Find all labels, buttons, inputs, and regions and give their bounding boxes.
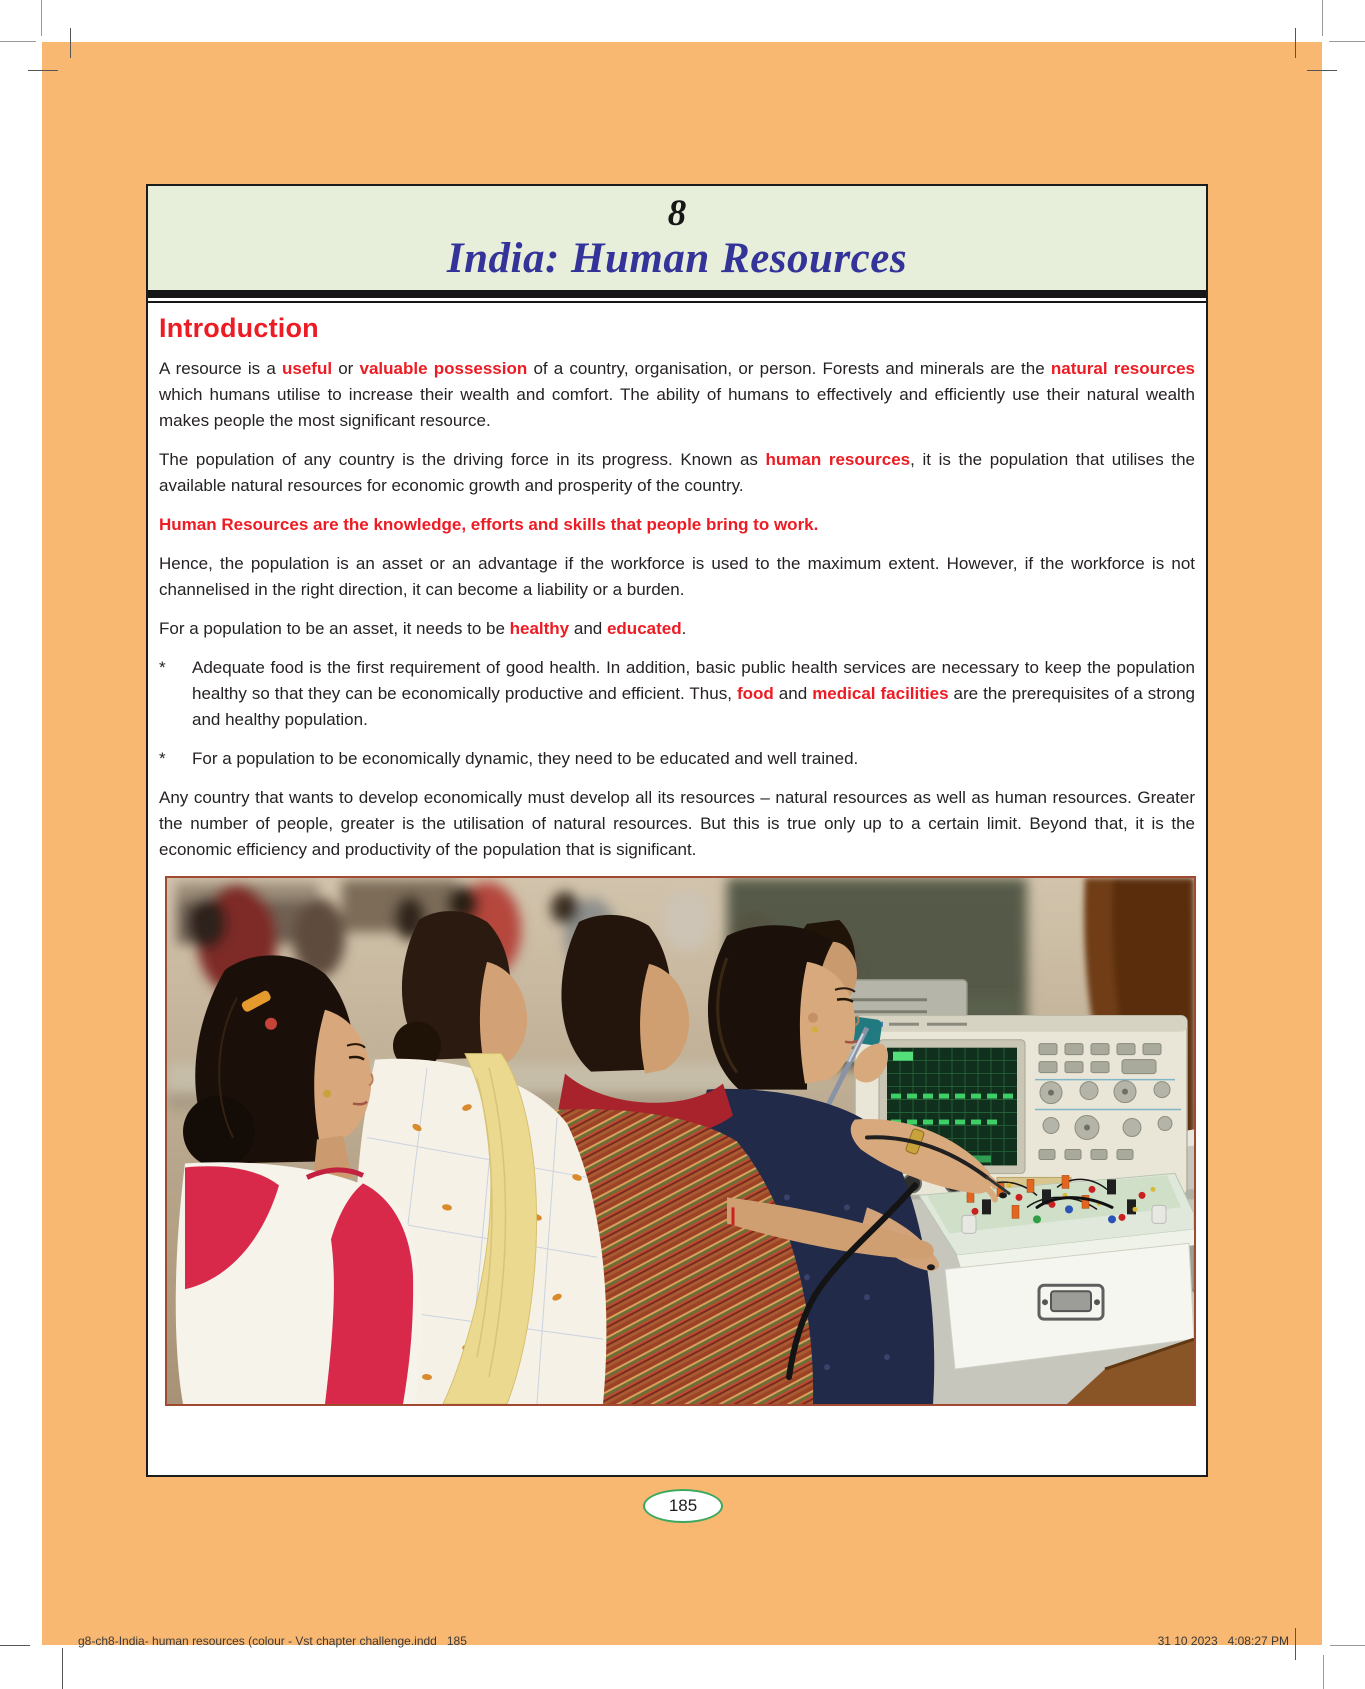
crop-mark [1322,0,1323,36]
bullet-item [159,746,1195,772]
classroom-photo-illustration [167,878,1194,1404]
crop-mark [41,0,42,36]
paragraph [159,785,1195,863]
paragraph [159,551,1195,603]
crop-mark [1295,28,1296,58]
crop-mark [0,41,36,42]
paragraph-text: Any country that wants to develop economically must develop all its resources – natural resources as well as human resources. Greater the number of people, greater is the utilisation of natural resources. But this is true only up to a certain limit. Beyond that, it is the economic efficiency and productivity of the population that is significant. [159,788,1195,859]
chapter-title: India: Human Resources [446,235,908,282]
footer-timestamp: 31 10 2023 4:08:27 PM [1157,1634,1289,1648]
bullet-item [159,655,1195,733]
paragraph-text: For a population to be economically dynamic, they need to be educated and well trained. [192,749,859,768]
section-heading: Introduction [159,313,319,343]
crop-mark [70,28,71,58]
crop-mark [0,1645,30,1646]
crop-mark [1323,1655,1324,1689]
paragraph [159,512,1195,538]
crop-mark [28,70,58,71]
crop-mark [1330,1645,1365,1646]
chapter-body [148,303,1206,1406]
paragraph-text: A resource is a useful or valuable possession of a country, organisation, or person. Forests and minerals are the natural resources which humans utilise to increase their wealth and comfort. The ability of humans to effectively and efficiently use their natural wealth makes people the most significant resource. [159,359,1195,430]
paragraph [159,447,1195,499]
paragraph [159,616,1195,642]
paragraph [159,356,1195,434]
intro-paragraphs [159,356,1195,863]
page-number: 185 [668,1496,698,1515]
crop-mark [1307,70,1337,71]
paragraph-text: For a population to be an asset, it needs to be healthy and educated. [159,619,687,638]
chapter-number: 8 [667,193,687,234]
page-number-badge [643,1489,723,1523]
crop-mark [1329,41,1365,42]
classroom-photo [165,876,1196,1406]
paragraph-text: Human Resources are the knowledge, efforts and skills that people bring to work. [159,515,819,534]
paragraph-text: The population of any country is the driving force in its progress. Known as human resources, it is the population that utilises the available natural resources for economic growth and prosperity of the country. [159,450,1195,495]
bullet-marker: * [159,658,166,677]
paragraph-text: Hence, the population is an asset or an advantage if the workforce is used to the maximum extent. However, if the workforce is not channelised in the right direction, it can become a liability or a burden. [159,554,1195,599]
bullet-marker: * [159,749,166,768]
crop-mark [62,1648,63,1689]
chapter-header [148,186,1206,298]
crop-mark [1295,1628,1296,1660]
footer-file-name: g8-ch8-India- human resources (colour - Vst chapter challenge.indd 185 [78,1634,467,1648]
chapter-content-box [146,184,1208,1477]
paragraph-text: Adequate food is the first requirement of good health. In addition, basic public health services are necessary to keep the population healthy so that they can be economically productive and efficient. Thus, food and medical facilities are the prerequisites of a strong and healthy population. [192,658,1196,729]
